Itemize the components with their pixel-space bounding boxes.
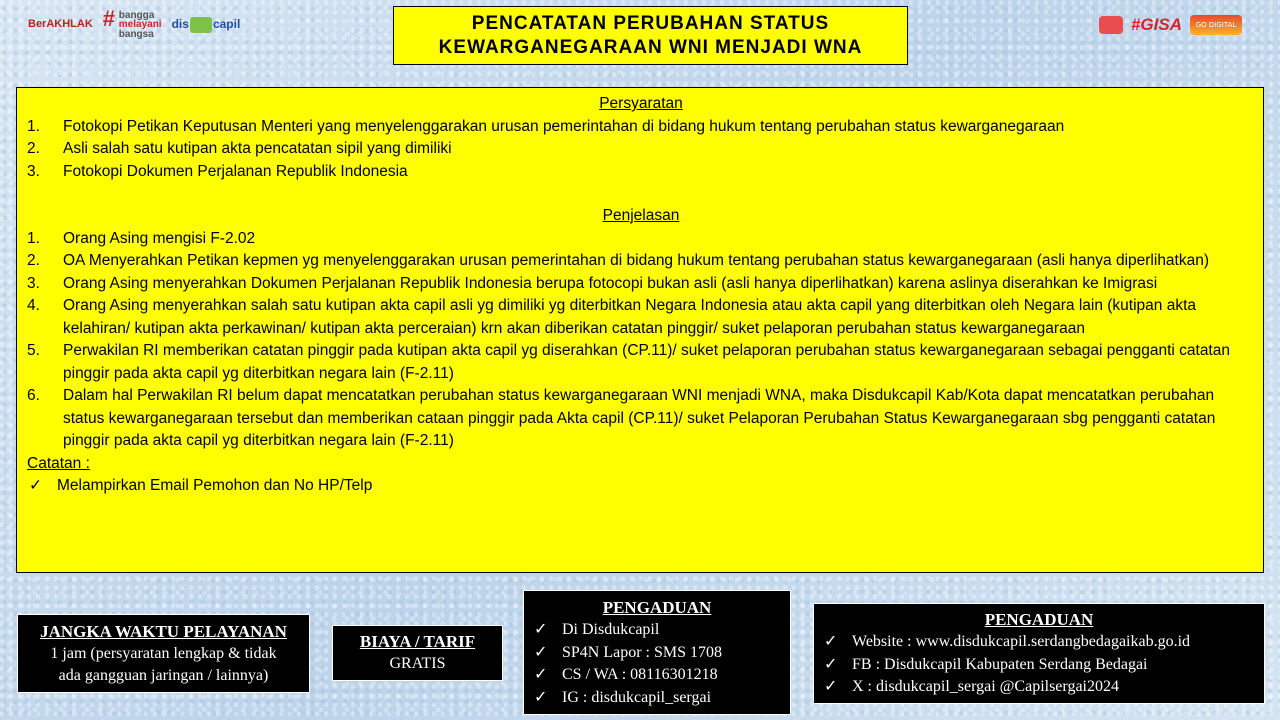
list-item xyxy=(824,654,1264,677)
list-item-text: SP4N Lapor : SMS 1708 xyxy=(562,643,723,661)
pengaduan-panel-1 xyxy=(523,590,791,715)
bangga-logo-bottom: bangsa xyxy=(118,28,154,40)
dukcapil-go-digital-logo: GO DIGITAL xyxy=(1190,15,1242,35)
list-item-number: 1. xyxy=(27,117,40,135)
berakhlak-logo-text: BerAKHLAK xyxy=(28,17,93,30)
list-item-number: 5. xyxy=(27,342,40,359)
berakhlak-logo xyxy=(28,19,93,32)
checkmark-icon: ✓ xyxy=(29,477,42,494)
list-item-text: CS / WA : 08116301218 xyxy=(562,666,718,683)
list-item-text: Asli salah satu kutipan akta pencatatan sipil yang dimiliki xyxy=(63,140,452,157)
list-item xyxy=(534,619,790,642)
list-item-text: IG : disdukcapil_sergai xyxy=(562,688,712,706)
family-icon xyxy=(190,17,212,33)
header-logos-right xyxy=(1099,12,1242,38)
catatan-list xyxy=(27,475,1255,498)
list-item-text: Orang Asing menyerahkan Dokumen Perjalanan Republik Indonesia berupa fotocopi bukan asli (asli hanya diperlihatkan) karena aslinya diserahkan ke Imigrasi xyxy=(63,274,1158,292)
list-item xyxy=(27,250,1255,273)
main-info-box xyxy=(16,87,1264,573)
checkmark-icon: ✓ xyxy=(824,678,838,695)
list-item xyxy=(27,295,1255,340)
persyaratan-heading: Persyaratan xyxy=(599,95,683,112)
jangka-waktu-panel xyxy=(17,614,310,693)
pengaduan-2-list xyxy=(824,631,1264,699)
pengaduan-panel-2 xyxy=(813,603,1265,704)
list-item xyxy=(27,228,1255,251)
list-item-number: 6. xyxy=(27,387,40,404)
pengaduan-1-heading: PENGADUAN xyxy=(602,598,712,617)
list-item-text: Di Disdukcapil xyxy=(562,621,660,638)
list-item-number: 2. xyxy=(27,252,40,269)
list-item-text: X : disdukcapil_sergai @Capilsergai2024 xyxy=(852,678,1119,695)
list-item xyxy=(27,385,1255,453)
hashtag-icon: # xyxy=(102,5,116,31)
list-item xyxy=(27,340,1255,385)
bangga-logo-top: bangga xyxy=(118,9,155,21)
pengaduan-2-heading: PENGADUAN xyxy=(984,610,1094,629)
biaya-heading: BIAYA / TARIF xyxy=(359,632,476,651)
list-item-text: Orang Asing mengisi F-2.02 xyxy=(63,229,256,247)
bangga-melayani-bangsa-logo xyxy=(102,5,162,40)
list-item-text: Fotokopi Dokumen Perjalanan Republik Indonesia xyxy=(63,162,408,180)
header-logos-left xyxy=(28,5,241,42)
checkmark-icon: ✓ xyxy=(534,621,548,638)
page-title-line-2: KEWARGANEGARAAN WNI MENJADI WNA xyxy=(438,36,863,58)
list-item-text: Dalam hal Perwakilan RI belum dapat mencatatkan perubahan status kewarganegaraan WNI menjadi WNA, maka Disdukcapil Kab/Kota dapat mencatatkan perubahan status kewarganegaraan tersebut dan memberikan cataan pinggir pada Akta capil (CP.11)/ suket Pelaporan Perubahan Status Kewarganegaraan sbg pengganti catatan pinggir pada akta capil yg diterbitkan negara lain (F-2.11) xyxy=(63,387,1216,449)
list-item xyxy=(27,273,1255,296)
checkmark-icon: ✓ xyxy=(534,688,548,706)
list-item xyxy=(534,687,790,710)
bangga-logo-mid: melayani xyxy=(118,19,162,31)
list-item xyxy=(27,116,1255,139)
catatan-heading: Catatan : xyxy=(27,454,90,472)
pengaduan-1-list xyxy=(534,619,790,709)
dukcapil-prima-logo xyxy=(1099,16,1123,34)
list-item-text: Perwakilan RI memberikan catatan pinggir pada kutipan akta capil yg diserahkan (CP.11)/ suket pelaporan perubahan status kewarganegaraan sebagai pengganti catatan pinggir pada akta capil yg diterbitkan negara lain (F-2.11) xyxy=(63,342,1230,382)
checkmark-icon: ✓ xyxy=(824,655,838,673)
list-item xyxy=(27,138,1255,161)
disdukcapil-logo-part-a: dis xyxy=(171,17,189,32)
checkmark-icon: ✓ xyxy=(534,666,548,683)
list-item-text: FB : Disdukcapil Kabupaten Serdang Bedagai xyxy=(852,655,1148,673)
page-title-line-1: PENCATATAN PERUBAHAN STATUS xyxy=(471,12,830,34)
list-item-number: 3. xyxy=(27,274,40,292)
penjelasan-heading: Penjelasan xyxy=(602,207,680,224)
list-item xyxy=(27,475,1255,498)
list-item-number: 2. xyxy=(27,140,40,157)
disdukcapil-logo xyxy=(172,17,241,33)
list-item xyxy=(27,161,1255,184)
list-item-text: Website : www.disdukcapil.serdangbedagaikab.go.id xyxy=(852,633,1191,650)
list-item-number: 1. xyxy=(27,229,40,247)
section-spacer xyxy=(27,183,1255,205)
checkmark-icon: ✓ xyxy=(534,643,548,661)
list-item xyxy=(824,631,1264,654)
biaya-value: GRATIS xyxy=(389,655,446,672)
list-item-number: 4. xyxy=(27,297,40,314)
jangka-waktu-line-1: 1 jam (persyaratan lengkap & tidak xyxy=(50,645,277,662)
page-title-box xyxy=(393,6,908,65)
jangka-waktu-heading: JANGKA WAKTU PELAYANAN xyxy=(40,622,287,641)
list-item-text: Orang Asing menyerahkan salah satu kutipan akta capil asli yg dimiliki yg diterbitkan Negara Indonesia atau akta capil yang diterbitkan oleh Negara lain (kutipan akta kelahiran/ kutipan akta perkawinan/ kutipan akta perceraian) krn akan diberikan catatan pinggir/ suket pelaporan perubahan status kewarganegaraan xyxy=(63,297,1197,337)
list-item xyxy=(534,642,790,665)
persyaratan-list xyxy=(27,116,1255,184)
jangka-waktu-line-2: ada gangguan jaringan / lainnya) xyxy=(58,667,269,684)
list-item-text: Melampirkan Email Pemohon dan No HP/Telp xyxy=(57,477,373,494)
biaya-panel xyxy=(332,625,503,681)
gisa-logo: #GISA xyxy=(1130,15,1182,34)
checkmark-icon: ✓ xyxy=(824,633,838,650)
penjelasan-list xyxy=(27,228,1255,453)
list-item-text: Fotokopi Petikan Keputusan Menteri yang menyelenggarakan urusan pemerintahan di bidang hukum tentang perubahan status kewarganegaraan xyxy=(63,117,1065,135)
disdukcapil-logo-part-b: capil xyxy=(212,17,241,32)
list-item-text: OA Menyerahkan Petikan kepmen yg menyelenggarakan urusan pemerintahan di bidang hukum tentang perubahan status kewarganegaraan (asli hanya diperlihatkan) xyxy=(63,252,1210,269)
list-item-number: 3. xyxy=(27,162,40,180)
list-item xyxy=(824,676,1264,699)
list-item xyxy=(534,664,790,687)
